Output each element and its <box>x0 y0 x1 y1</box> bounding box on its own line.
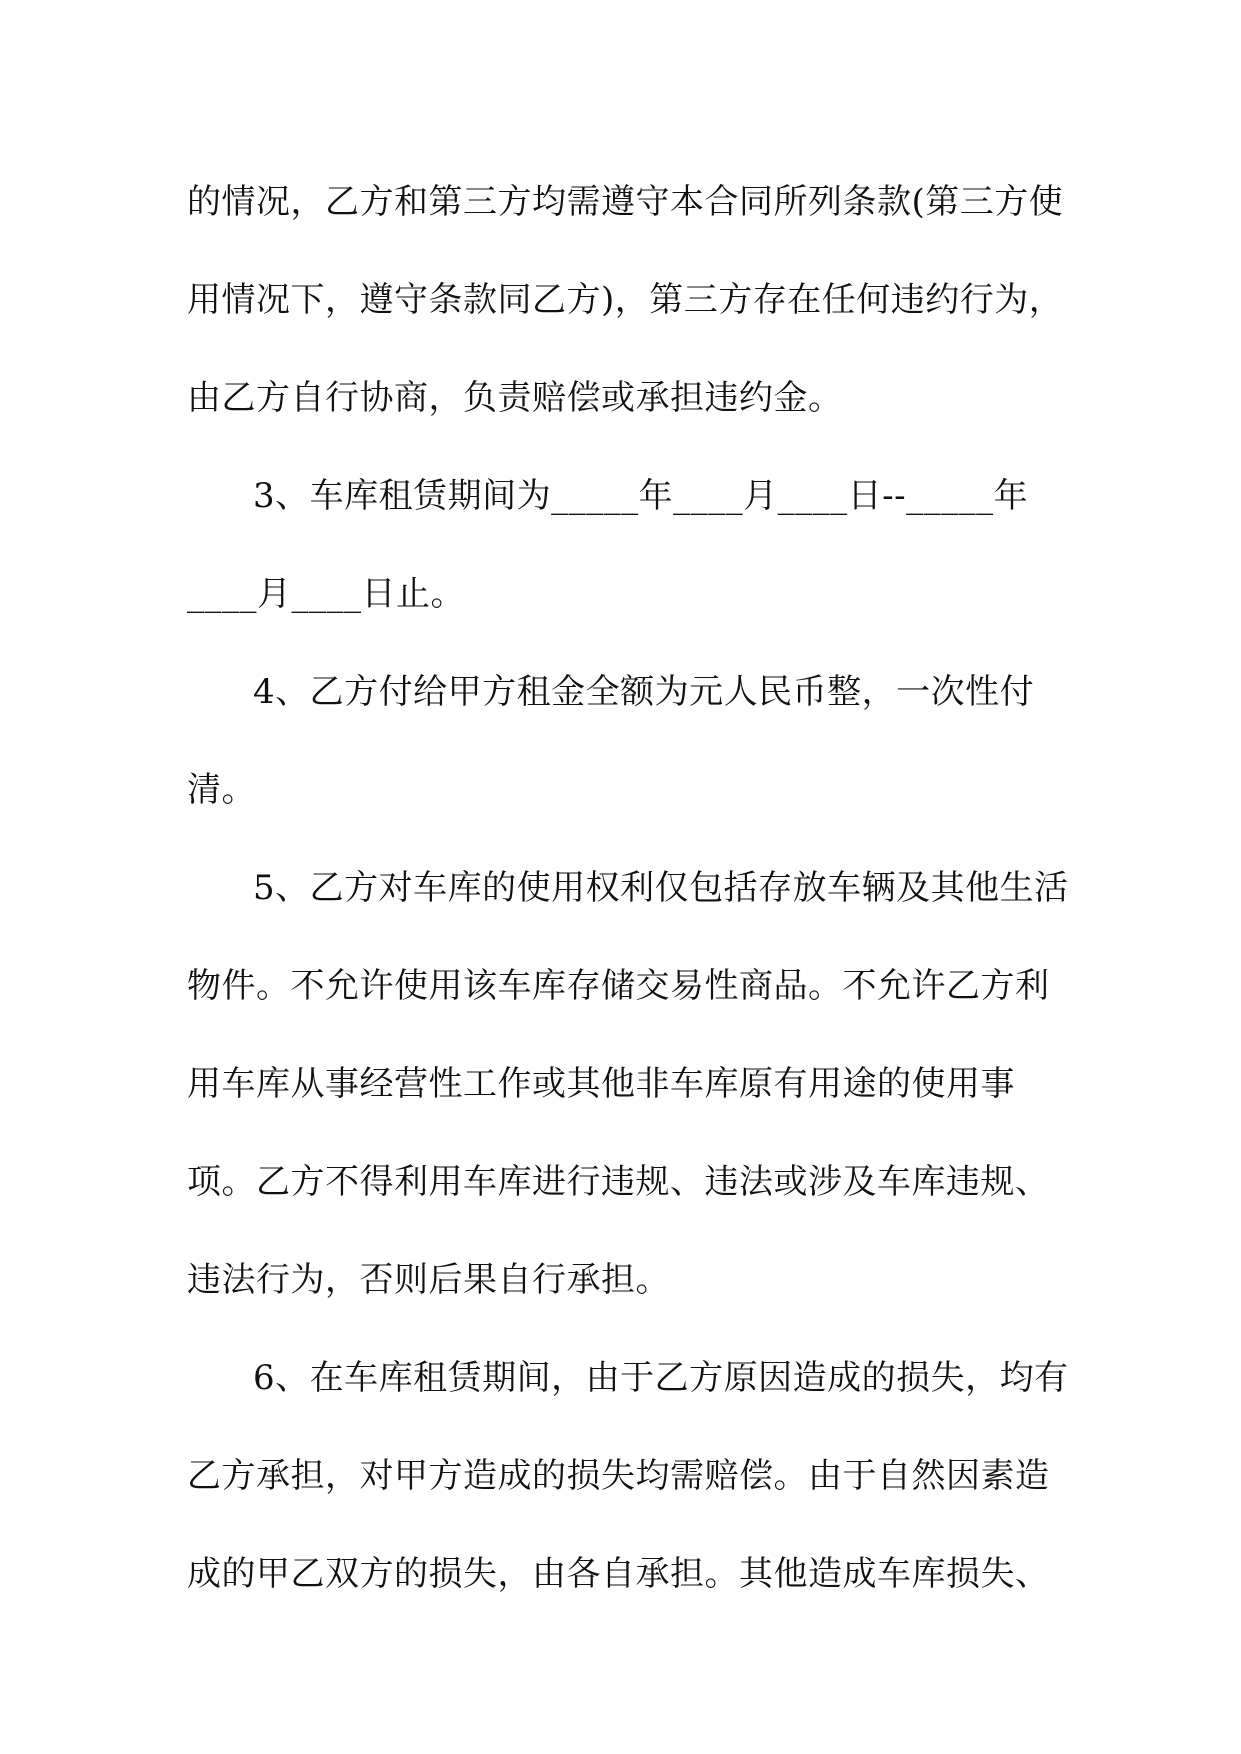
text-line: 用车库从事经营性工作或其他非车库原有用途的使用事 <box>187 1064 1015 1104</box>
text-line: 项。乙方不得利用车库进行违规、违法或涉及车库违规、 <box>187 1162 1050 1202</box>
clause-5-line: 5、乙方对车库的使用权利仅包括存放车辆及其他生活 <box>253 868 1069 908</box>
text-line: 成的甲乙双方的损失，由各自承担。其他造成车库损失、 <box>187 1554 1050 1594</box>
text-line: 的情况，乙方和第三方均需遵守本合同所列条款(第三方使 <box>187 182 1064 222</box>
text-line: 乙方承担，对甲方造成的损失均需赔偿。由于自然因素造 <box>187 1456 1050 1496</box>
text-line: 清。 <box>187 770 256 810</box>
clause-6-line: 6、在车库租赁期间，由于乙方原因造成的损失，均有 <box>253 1358 1069 1398</box>
text-line: 违法行为，否则后果自行承担。 <box>187 1260 670 1300</box>
text-line: 物件。不允许使用该车库存储交易性商品。不允许乙方利 <box>187 966 1050 1006</box>
clause-3-line: 3、车库租赁期间为_____年____月____日--_____年 <box>253 476 1029 516</box>
clause-4-line: 4、乙方付给甲方租金全额为元人民币整，一次性付 <box>253 672 1035 712</box>
text-line: 由乙方自行协商，负责赔偿或承担违约金。 <box>187 378 843 418</box>
text-line: ____月____日止。 <box>187 574 465 614</box>
text-line: 用情况下，遵守条款同乙方)，第三方存在任何违约行为， <box>187 280 1064 320</box>
